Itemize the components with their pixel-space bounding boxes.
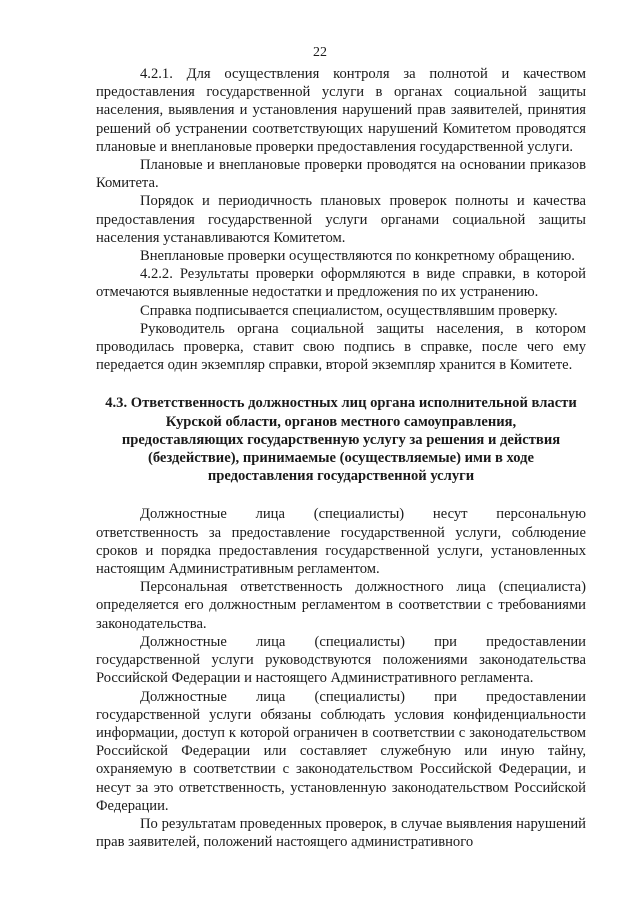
paragraph-report-signed: Справка подписывается специалистом, осуществлявшим проверку.	[140, 302, 558, 319]
paragraph-check-results: По результатам проведенных проверок, в случае выявления нарушений прав заявителей, положений настоящего административного	[96, 815, 586, 851]
document-body	[96, 65, 586, 851]
paragraph-confidentiality: Должностные лица (специалисты) при предоставлении государственной услуги обязаны соблюдать условия конфиденциальности информации, доступ к которой ограничен в соответствии с законодательством Российской Федерации или составляет служебную или иную тайну, охраняемую в соответствии с законодательством Российской Федерации, и несут за это ответственность, установленную законодательством Российской Федерации.	[96, 688, 586, 814]
section-heading-4-3: 4.3. Ответственность должностных лиц органа исполнительной власти Курской области, органов местного самоуправления, предоставляющих государственную услугу за решения и действия (бездействие), принимаемые (осуществляемые) ими в ходе предоставления государственной услуги	[105, 395, 577, 485]
paragraph-head-signature: Руководитель органа социальной защиты населения, в котором проводилась проверка, ставит свою подпись в справке, после чего ему передается один экземпляр справки, второй экземпляр хранится в Комитете.	[96, 320, 586, 374]
paragraph-4-2-1: 4.2.1. Для осуществления контроля за полнотой и качеством предоставления государственной услуги в органах социальной защиты населения, выявления и установления нарушений прав заявителей, принятия решений об устранении соответствующих нарушений Комитетом проводятся плановые и внеплановые проверки предоставления государственной услуги.	[96, 66, 586, 155]
paragraph-planned-checks: Плановые и внеплановые проверки проводятся на основании приказов Комитета.	[96, 157, 586, 192]
paragraph-check-procedure: Порядок и периодичность плановых проверок полноты и качества предоставления государственной услуги органами социальной защиты населения устанавливаются Комитетом.	[96, 193, 586, 246]
paragraph-guided-by-law: Должностные лица (специалисты) при предоставлении государственной услуги руководствуются положениями законодательства Российской Федерации и настоящего Административного регламента.	[96, 633, 586, 687]
page-number: 22	[313, 45, 327, 60]
paragraph-personal-responsibility: Должностные лица (специалисты) несут персональную ответственность за предоставление государственной услуги, соблюдение сроков и порядка предоставления государственной услуги, установленных настоящим Административным регламентом.	[96, 506, 586, 578]
paragraph-unplanned-checks: Внеплановые проверки осуществляются по конкретному обращению.	[140, 248, 575, 265]
paragraph-4-2-2: 4.2.2. Результаты проверки оформляются в виде справки, в которой отмечаются выявленные недостатки и предложения по их устранению.	[96, 266, 586, 301]
paragraph-responsibility-defined: Персональная ответственность должностного лица (специалиста) определяется его должностным регламентом в соответствии с требованиями законодательства.	[96, 579, 586, 632]
